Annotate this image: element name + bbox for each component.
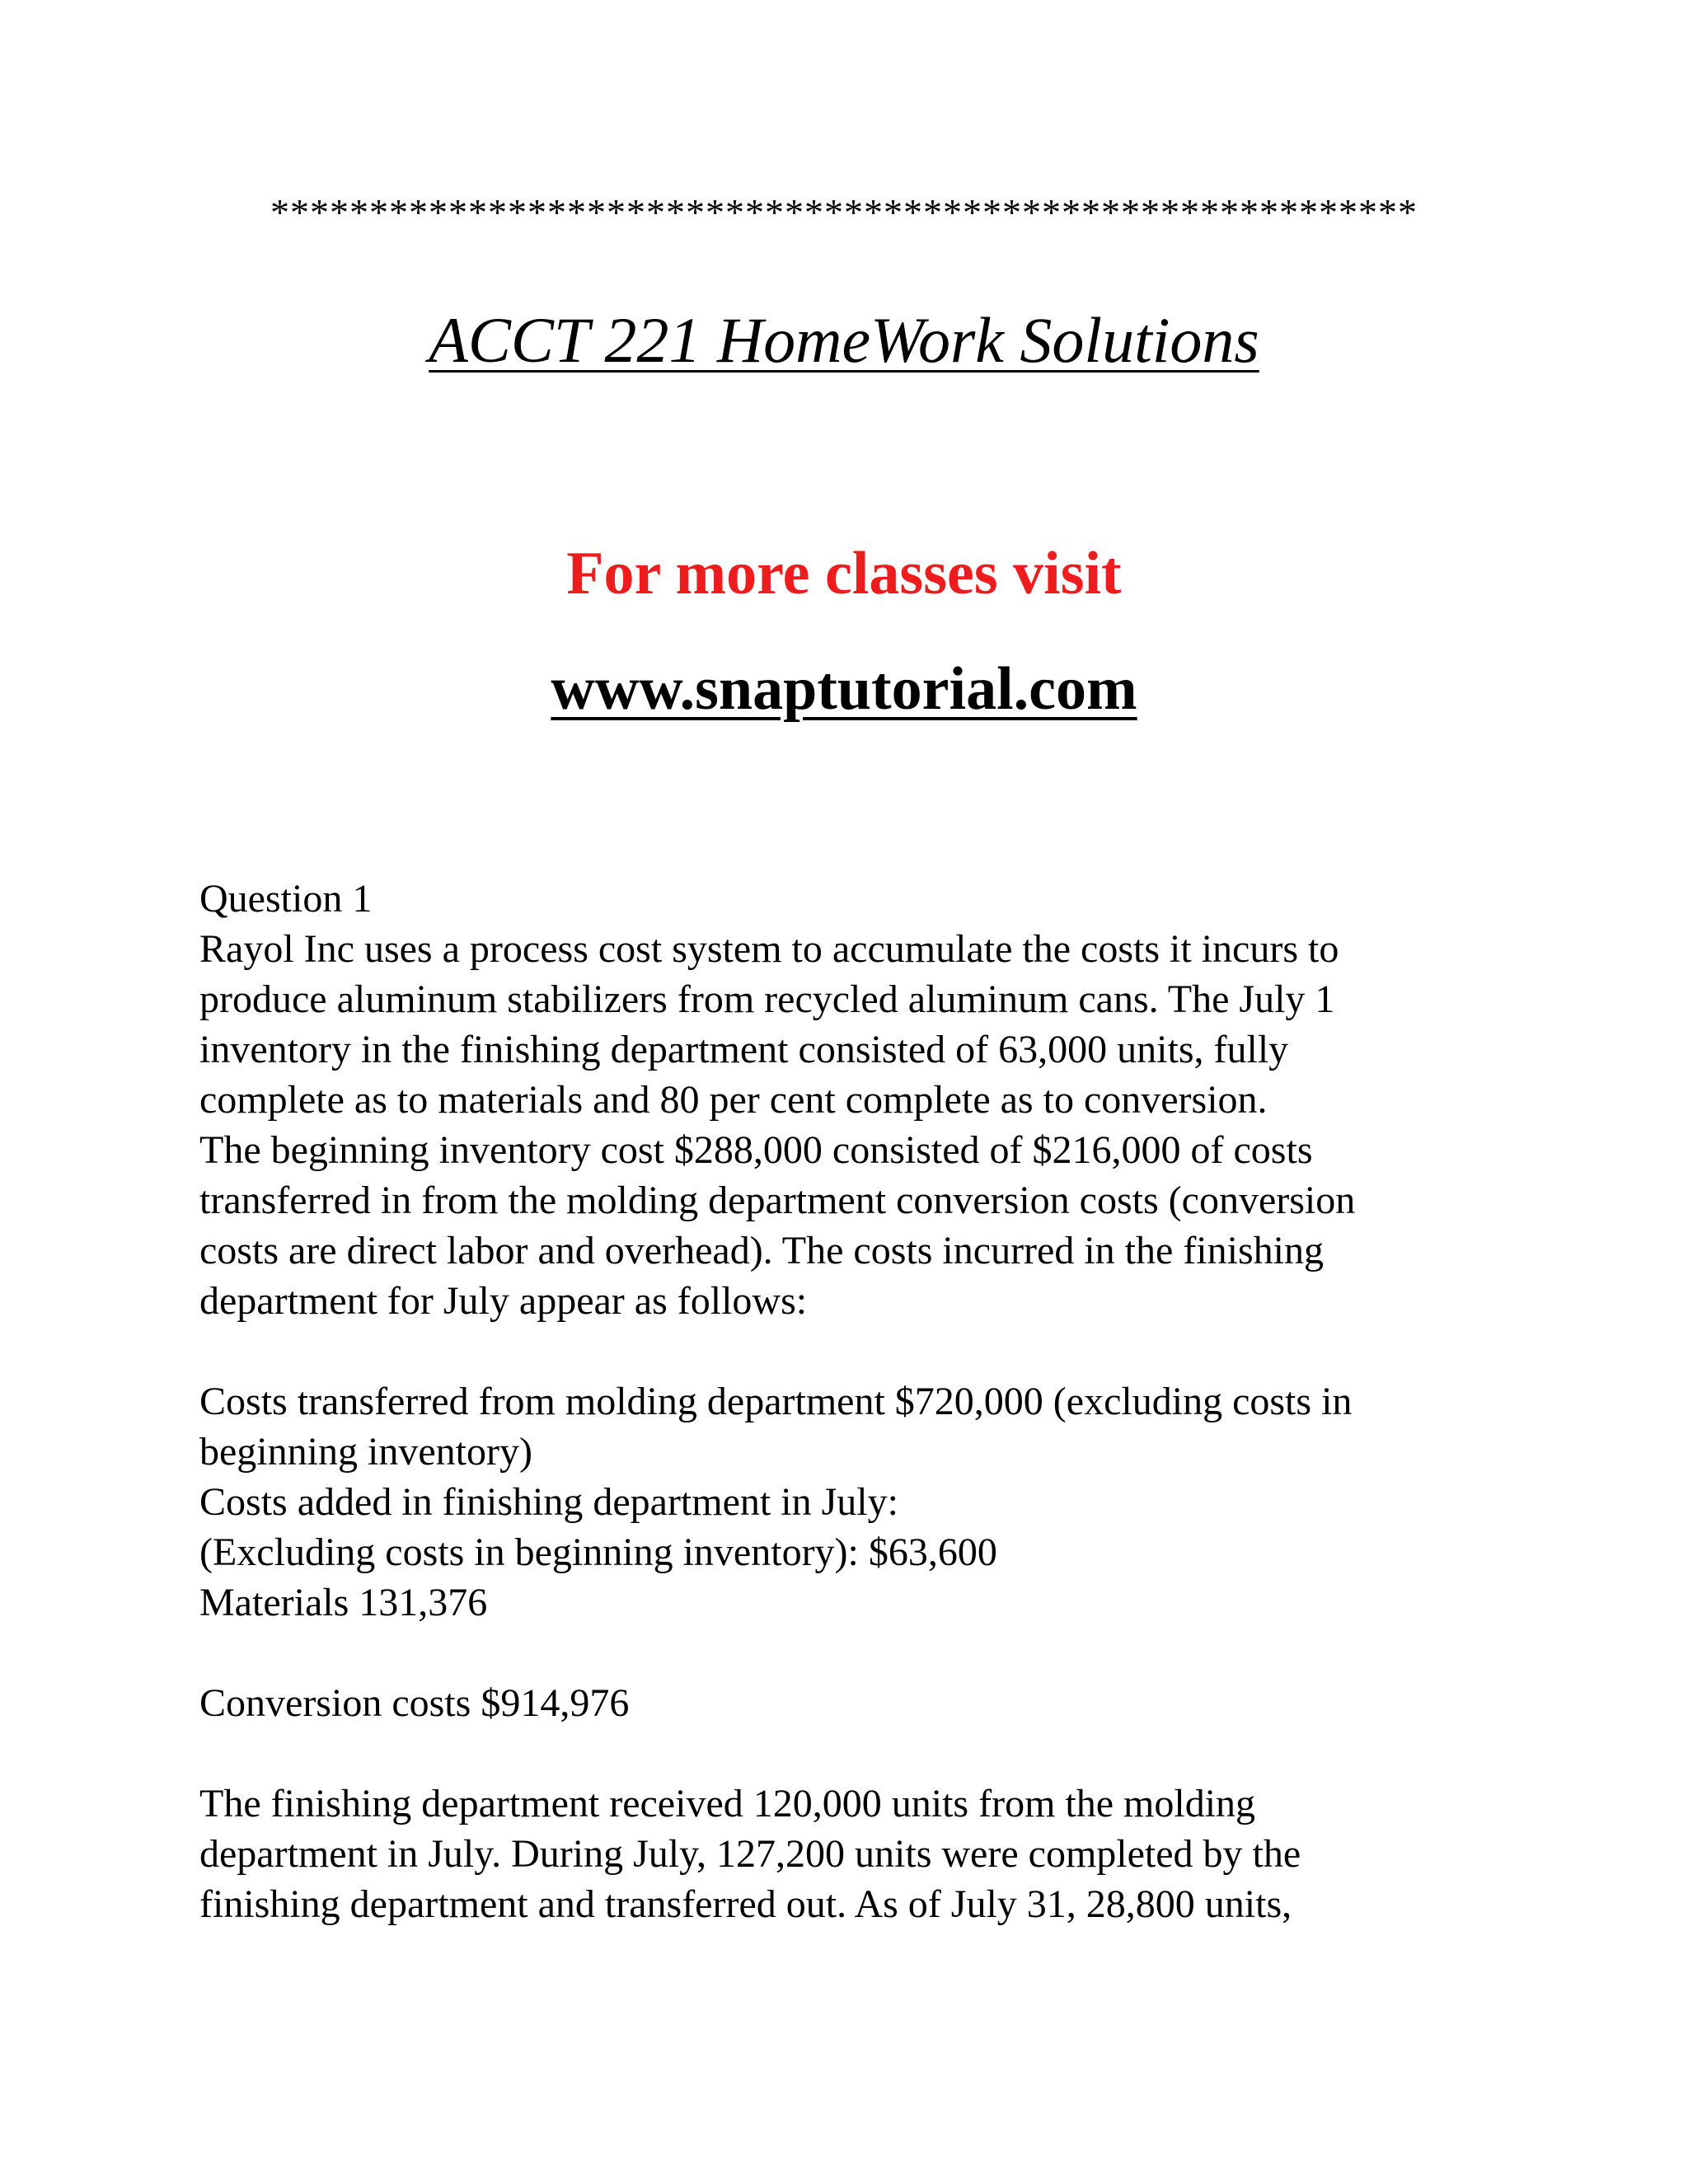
paragraph-gap [199, 1728, 1518, 1779]
text-line: Materials 131,376 [199, 1581, 488, 1624]
star-divider: ********************************************************** [270, 191, 1418, 233]
text-line: Costs transferred from molding department $720,000 (excluding costs in [199, 1380, 1353, 1423]
promo-text: For more classes visit [566, 540, 1122, 607]
text-line: produce aluminum stabilizers from recycled aluminum cans. The July 1 [199, 977, 1335, 1021]
text-line: The beginning inventory cost $288,000 consisted of $216,000 of costs [199, 1128, 1313, 1172]
text-line: department for July appear as follows: [199, 1279, 808, 1323]
paragraph-gap [199, 1628, 1518, 1678]
text-line: complete as to materials and 80 per cent complete as to conversion. [199, 1078, 1268, 1122]
text-line: department in July. During July, 127,200 units were completed by the [199, 1832, 1301, 1876]
document-title [0, 303, 1688, 377]
text-line: transferred in from the molding department conversion costs (conversion [199, 1179, 1356, 1222]
text-line: (Excluding costs in beginning inventory): $63,600 [199, 1530, 997, 1574]
text-line: beginning inventory) [199, 1430, 532, 1474]
text-line: Costs added in finishing department in July: [199, 1480, 898, 1524]
text-line: Rayol Inc uses a process cost system to accumulate the costs it incurs to [199, 927, 1339, 971]
website-link[interactable] [0, 653, 1688, 725]
text-line: Conversion costs $914,976 [199, 1681, 630, 1725]
website-link-text[interactable]: www.snaptutorial.com [551, 655, 1137, 723]
question-body [199, 874, 1518, 1929]
question-label: Question 1 [199, 877, 373, 921]
text-line: costs are direct labor and overhead). The costs incurred in the finishing [199, 1229, 1324, 1272]
text-line: The finishing department received 120,000 units from the molding [199, 1782, 1256, 1825]
document-title-text: ACCT 221 HomeWork Solutions [429, 304, 1259, 376]
paragraph-gap [199, 1326, 1518, 1376]
text-line: inventory in the finishing department consisted of 63,000 units, fully [199, 1028, 1289, 1071]
text-line: finishing department and transferred out. As of July 31, 28,800 units, [199, 1882, 1292, 1926]
